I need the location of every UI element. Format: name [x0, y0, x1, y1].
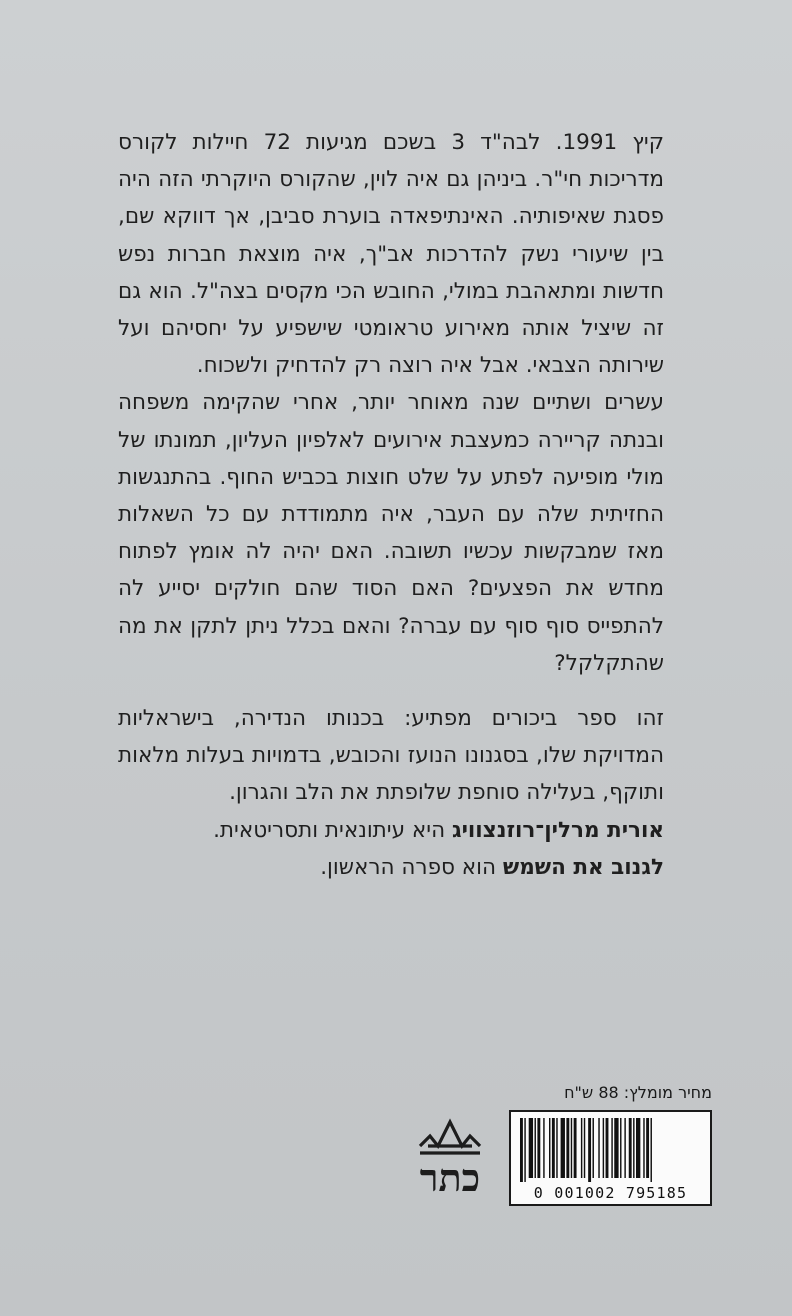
book-line — [118, 849, 664, 886]
blurb-paragraph-1: קיץ 1991. לבה"ד 3 בשכם מגיעות 72 חיילות לקורס מדריכות חי"ר. ביניהן גם איה לוין, שהקורס היוקרתי הזה היה פסגת שאיפותיה. האינתיפאדה בוערת סביבן, אך דווקא שם, בין שיעורי נשק להדרכות אב"ך, איה מוצאת חברות נפש חדשות ומתאהבת במולי, החובש הכי מקסים בצה"ל. הוא גם זה שיציל אותה מאירוע טראומטי שישפיע על יחסיהם ועל שירותה הצבאי. אבל איה רוצה רק להדחיק ולשכוח. — [118, 130, 664, 379]
author-name: אורית מרלין־רוזנצוויג — [451, 817, 664, 843]
book-description: הוא ספרה הראשון. — [320, 854, 503, 880]
book-title: לגנוב את השמש — [502, 854, 664, 880]
blurb-text — [118, 124, 664, 682]
publisher-logo — [414, 1116, 486, 1202]
barcode-bars — [517, 1118, 704, 1182]
author-line — [118, 812, 664, 849]
barcode — [509, 1110, 712, 1206]
author-description: היא עיתונאית ותסריטאית. — [213, 817, 452, 843]
barcode-digits: 0 001002 795185 — [533, 1184, 688, 1202]
publisher-name: כתר — [419, 1155, 481, 1200]
price-label: מחיר מומלץ: 88 ש"ח — [564, 1083, 712, 1102]
review-paragraph: זהו ספר ביכורים מפתיע: בכנותו הנדירה, בישראליות המדויקת שלו, בסגנונו הנועז והכובש, בדמויות בעלות מלאות ותוקף, בעלילה סוחפת שלופתת את הלב והגרון. — [118, 706, 664, 806]
crown-icon — [414, 1116, 486, 1158]
blurb-paragraph-2: עשרים ושתיים שנה מאוחר יותר, אחרי שהקימה משפחה ובנתה קריירה כמעצבת אירועים לאלפיון העליון, תמונתו של מולי מופיעה לפתע על שלט חוצות בכביש החוף. בהתנגשות החזיתית שלה עם העבר, איה מתמודדת עם כל השאלות מאז שמבקשות עכשיו תשובה. האם יהיה לה אומץ לפתוח מחדש את הפצעים? האם הסוד שהם חולקים יסייע לה להתפייס סוף סוף עם עברה? והאם בכלל ניתן לתקן את מה שהתקלקל? — [118, 390, 664, 676]
summary-text — [118, 700, 664, 886]
